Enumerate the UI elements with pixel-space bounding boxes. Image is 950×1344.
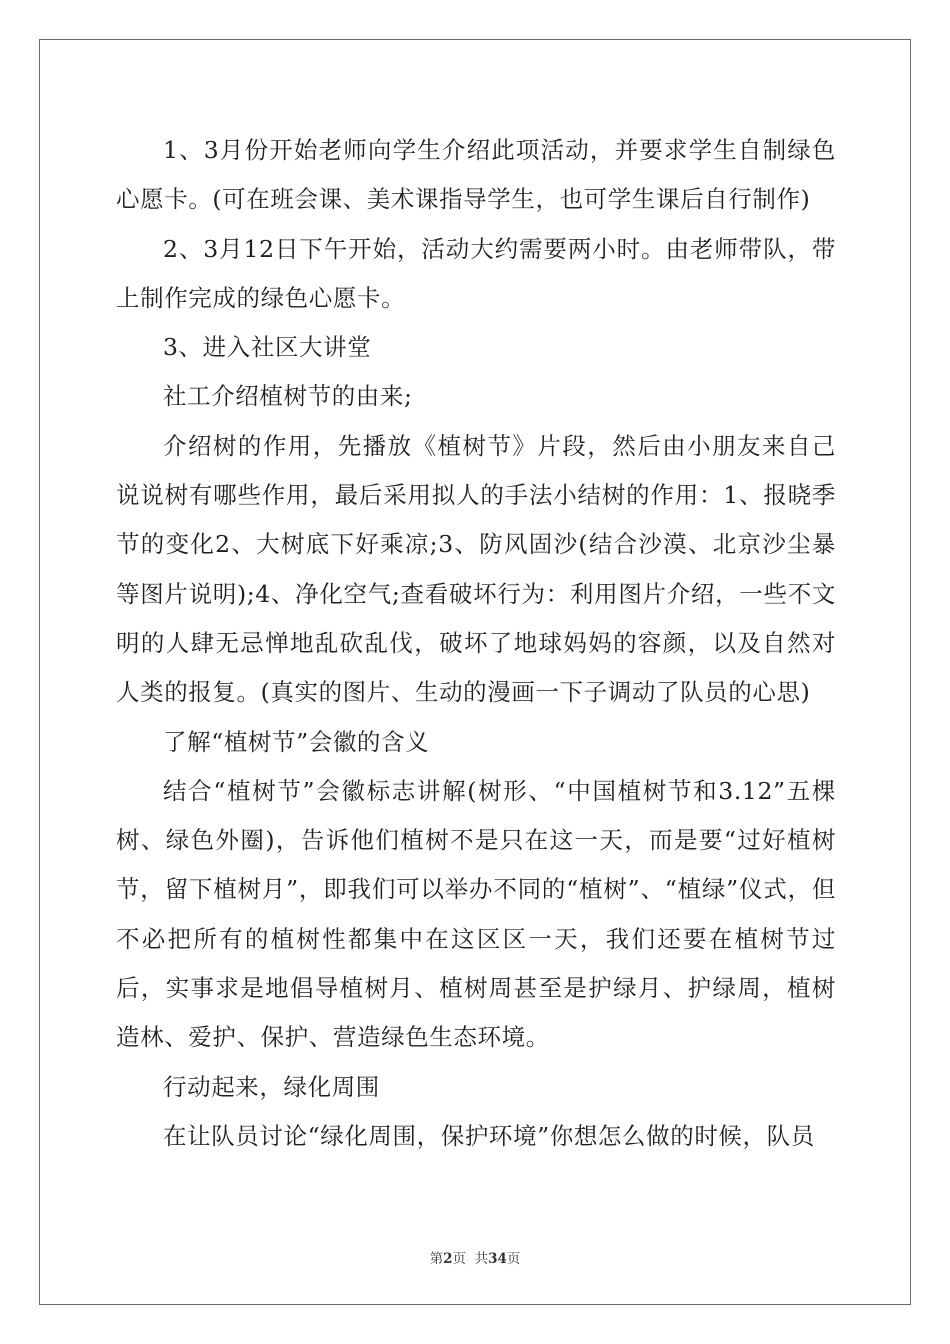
paragraph-2: 2、3月12日下午开始，活动大约需要两小时。由老师带队，带上制作完成的绿色心愿卡。 — [116, 234, 836, 312]
paragraph-3: 3、进入社区大讲堂 — [163, 333, 372, 362]
paragraph-1: 1、3月份开始老师向学生介绍此项活动，并要求学生自制绿色心愿卡。(可在班会课、美术课指导学生，也可学生课后自行制作) — [116, 136, 836, 214]
paragraph-9: 在让队员讨论“绿化周围，保护环境”你想怎么做的时候，队员 — [163, 1121, 815, 1150]
page-footer — [0, 1247, 950, 1267]
paragraph-8: 行动起来，绿化周围 — [163, 1072, 380, 1101]
footer-suffix: 页 — [506, 1251, 521, 1267]
footer-total-pages: 34 — [488, 1251, 507, 1267]
footer-page-number: 2 — [443, 1251, 453, 1267]
paragraph-6: 了解“植树节”会徽的含义 — [163, 727, 430, 756]
document-body — [116, 126, 836, 1161]
footer-prefix: 第 — [429, 1251, 444, 1267]
footer-middle: 页 共 — [452, 1251, 489, 1267]
paragraph-4: 社工介绍植树节的由来; — [163, 382, 413, 411]
paragraph-5: 介绍树的作用，先播放《植树节》片段，然后由小朋友来自己说说树有哪些作用，最后采用拟人的手法小结树的作用：1、报晓季节的变化2、大树底下好乘凉;3、防风固沙(结合沙漠、北京沙尘暴等图片说明);4、净化空气;查看破坏行为：利用图片介绍，一些不文明的人肆无忌惮地乱砍乱伐，破坏了地球妈妈的容颜，以及自然对人类的报复。(真实的图片、生动的漫画一下子调动了队员的心思) — [116, 431, 836, 707]
paragraph-7: 结合“植树节”会徽标志讲解(树形、“中国植树节和3.12”五棵树、绿色外圈)，告诉他们植树不是只在这一天，而是要“过好植树节，留下植树月”，即我们可以举办不同的“植树”、“植绿”仪式，但不必把所有的植树性都集中在这区区一天，我们还要在植树节过后，实事求是地倡导植树月、植树周甚至是护绿月、护绿周，植树造林、爱护、保护、营造绿色生态环境。 — [116, 776, 836, 1052]
